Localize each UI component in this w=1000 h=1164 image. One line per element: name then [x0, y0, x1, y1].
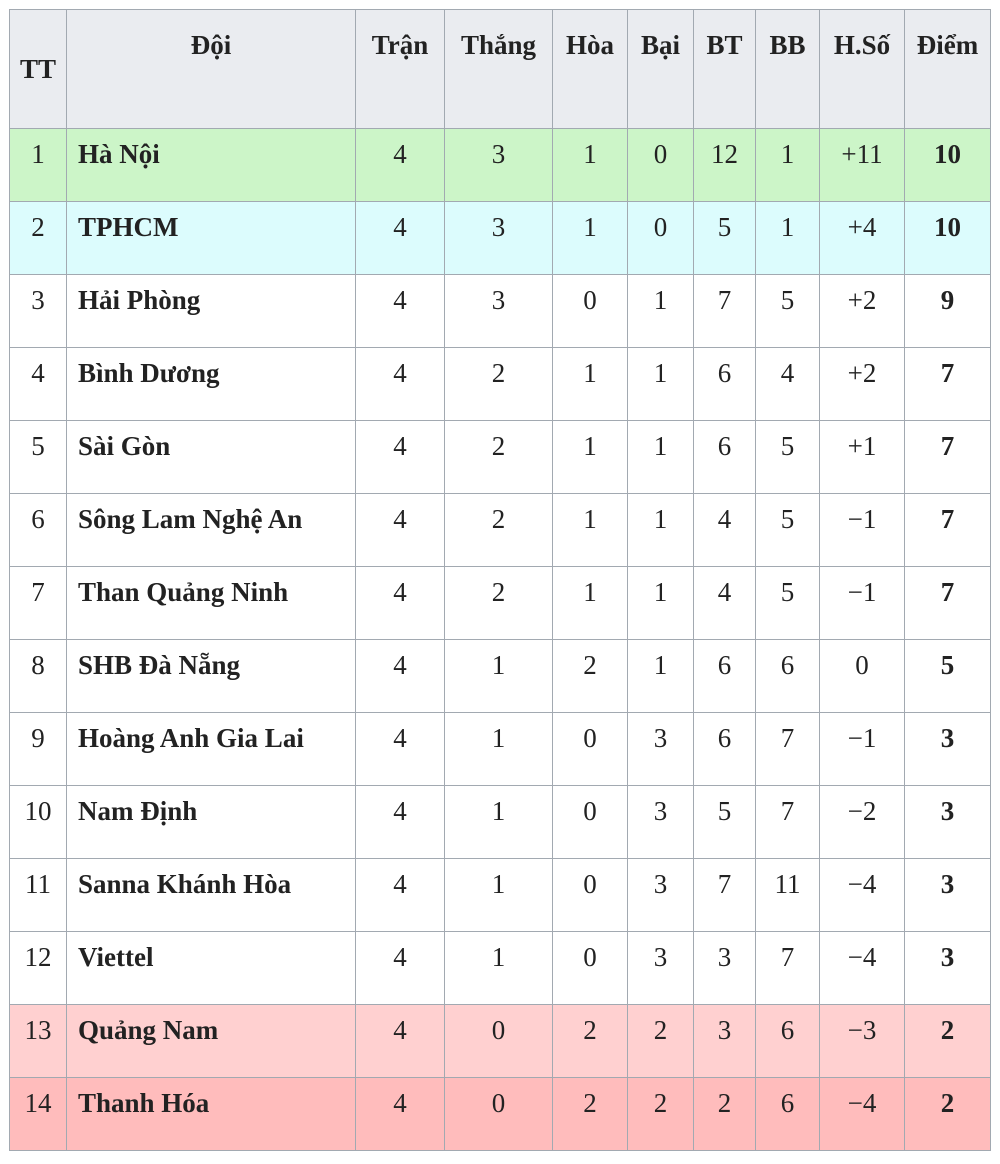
- cell-points: 2: [905, 1005, 991, 1078]
- cell-played: 4: [356, 1005, 445, 1078]
- table-row: [10, 1005, 991, 1078]
- cell-goals-against: 7: [756, 786, 820, 859]
- table-row: [10, 786, 991, 859]
- cell-team: Viettel: [67, 932, 356, 1005]
- header-goals-against: BB: [756, 10, 820, 129]
- cell-drawn: 1: [553, 129, 628, 202]
- cell-played: 4: [356, 129, 445, 202]
- cell-rank: 4: [10, 348, 67, 421]
- cell-played: 4: [356, 275, 445, 348]
- cell-team: Than Quảng Ninh: [67, 567, 356, 640]
- cell-goals-against: 1: [756, 129, 820, 202]
- cell-points: 7: [905, 567, 991, 640]
- cell-goals-for: 7: [694, 859, 756, 932]
- cell-rank: 1: [10, 129, 67, 202]
- cell-goal-difference: +2: [820, 348, 905, 421]
- cell-lost: 3: [628, 859, 694, 932]
- cell-points: 5: [905, 640, 991, 713]
- cell-won: 3: [445, 129, 553, 202]
- table-row: [10, 1078, 991, 1151]
- cell-played: 4: [356, 1078, 445, 1151]
- cell-goals-for: 6: [694, 348, 756, 421]
- cell-goal-difference: +11: [820, 129, 905, 202]
- cell-points: 7: [905, 421, 991, 494]
- cell-drawn: 0: [553, 275, 628, 348]
- cell-points: 10: [905, 202, 991, 275]
- cell-rank: 8: [10, 640, 67, 713]
- cell-rank: 10: [10, 786, 67, 859]
- cell-rank: 11: [10, 859, 67, 932]
- cell-team: Hoàng Anh Gia Lai: [67, 713, 356, 786]
- cell-drawn: 1: [553, 348, 628, 421]
- cell-won: 2: [445, 421, 553, 494]
- cell-goal-difference: −4: [820, 859, 905, 932]
- cell-goals-against: 6: [756, 1005, 820, 1078]
- cell-rank: 6: [10, 494, 67, 567]
- cell-goals-for: 6: [694, 713, 756, 786]
- table-row: [10, 713, 991, 786]
- cell-team: Sài Gòn: [67, 421, 356, 494]
- cell-goals-against: 5: [756, 567, 820, 640]
- cell-won: 1: [445, 932, 553, 1005]
- cell-goal-difference: 0: [820, 640, 905, 713]
- cell-team: Thanh Hóa: [67, 1078, 356, 1151]
- table-row: [10, 348, 991, 421]
- cell-team: SHB Đà Nẵng: [67, 640, 356, 713]
- cell-team: Sanna Khánh Hòa: [67, 859, 356, 932]
- cell-drawn: 1: [553, 567, 628, 640]
- cell-drawn: 1: [553, 494, 628, 567]
- header-played: Trận: [356, 10, 445, 129]
- cell-points: 3: [905, 859, 991, 932]
- cell-goals-for: 4: [694, 494, 756, 567]
- cell-played: 4: [356, 859, 445, 932]
- cell-won: 3: [445, 202, 553, 275]
- cell-rank: 12: [10, 932, 67, 1005]
- cell-goal-difference: −2: [820, 786, 905, 859]
- cell-goals-for: 3: [694, 1005, 756, 1078]
- cell-points: 3: [905, 713, 991, 786]
- cell-points: 7: [905, 494, 991, 567]
- cell-rank: 3: [10, 275, 67, 348]
- cell-rank: 9: [10, 713, 67, 786]
- cell-lost: 1: [628, 348, 694, 421]
- cell-goals-against: 5: [756, 421, 820, 494]
- cell-team: Hà Nội: [67, 129, 356, 202]
- cell-won: 2: [445, 567, 553, 640]
- cell-goal-difference: +1: [820, 421, 905, 494]
- cell-goals-against: 6: [756, 640, 820, 713]
- cell-goals-against: 5: [756, 494, 820, 567]
- table-row: [10, 932, 991, 1005]
- cell-points: 9: [905, 275, 991, 348]
- cell-rank: 2: [10, 202, 67, 275]
- cell-lost: 2: [628, 1078, 694, 1151]
- cell-goals-for: 6: [694, 421, 756, 494]
- standings-table: [9, 9, 991, 1151]
- cell-points: 3: [905, 786, 991, 859]
- cell-lost: 0: [628, 129, 694, 202]
- cell-points: 3: [905, 932, 991, 1005]
- table-row: [10, 640, 991, 713]
- header-lost: Bại: [628, 10, 694, 129]
- cell-goal-difference: −1: [820, 713, 905, 786]
- cell-goal-difference: +2: [820, 275, 905, 348]
- cell-goals-for: 3: [694, 932, 756, 1005]
- cell-drawn: 1: [553, 421, 628, 494]
- cell-won: 3: [445, 275, 553, 348]
- cell-lost: 3: [628, 786, 694, 859]
- header-row: [10, 10, 991, 129]
- cell-won: 0: [445, 1078, 553, 1151]
- cell-lost: 3: [628, 713, 694, 786]
- cell-lost: 1: [628, 567, 694, 640]
- header-points: Điểm: [905, 10, 991, 129]
- cell-goals-for: 5: [694, 202, 756, 275]
- cell-lost: 0: [628, 202, 694, 275]
- cell-goals-against: 11: [756, 859, 820, 932]
- cell-goal-difference: −4: [820, 932, 905, 1005]
- cell-rank: 13: [10, 1005, 67, 1078]
- cell-points: 2: [905, 1078, 991, 1151]
- cell-rank: 5: [10, 421, 67, 494]
- cell-lost: 1: [628, 275, 694, 348]
- cell-team: Quảng Nam: [67, 1005, 356, 1078]
- table-row: [10, 567, 991, 640]
- cell-goals-for: 4: [694, 567, 756, 640]
- cell-goals-for: 6: [694, 640, 756, 713]
- cell-goals-for: 2: [694, 1078, 756, 1151]
- cell-played: 4: [356, 932, 445, 1005]
- cell-played: 4: [356, 786, 445, 859]
- table-row: [10, 129, 991, 202]
- cell-goals-against: 1: [756, 202, 820, 275]
- cell-lost: 1: [628, 421, 694, 494]
- table-row: [10, 421, 991, 494]
- table-row: [10, 275, 991, 348]
- cell-lost: 1: [628, 494, 694, 567]
- cell-drawn: 0: [553, 713, 628, 786]
- cell-won: 2: [445, 348, 553, 421]
- cell-goals-against: 7: [756, 932, 820, 1005]
- cell-won: 1: [445, 786, 553, 859]
- cell-team: Hải Phòng: [67, 275, 356, 348]
- cell-played: 4: [356, 202, 445, 275]
- table-row: [10, 494, 991, 567]
- cell-points: 10: [905, 129, 991, 202]
- cell-team: Nam Định: [67, 786, 356, 859]
- cell-lost: 3: [628, 932, 694, 1005]
- header-won: Thắng: [445, 10, 553, 129]
- cell-team: TPHCM: [67, 202, 356, 275]
- table-row: [10, 202, 991, 275]
- cell-won: 1: [445, 859, 553, 932]
- cell-team: Bình Dương: [67, 348, 356, 421]
- cell-played: 4: [356, 640, 445, 713]
- cell-played: 4: [356, 421, 445, 494]
- cell-drawn: 1: [553, 202, 628, 275]
- header-goals-for: BT: [694, 10, 756, 129]
- cell-drawn: 0: [553, 932, 628, 1005]
- cell-rank: 14: [10, 1078, 67, 1151]
- cell-lost: 2: [628, 1005, 694, 1078]
- cell-team: Sông Lam Nghệ An: [67, 494, 356, 567]
- table-row: [10, 859, 991, 932]
- cell-drawn: 0: [553, 786, 628, 859]
- cell-rank: 7: [10, 567, 67, 640]
- cell-played: 4: [356, 494, 445, 567]
- header-drawn: Hòa: [553, 10, 628, 129]
- cell-goals-against: 5: [756, 275, 820, 348]
- header-goal-difference: H.Số: [820, 10, 905, 129]
- cell-goals-against: 4: [756, 348, 820, 421]
- cell-goal-difference: −3: [820, 1005, 905, 1078]
- cell-played: 4: [356, 713, 445, 786]
- cell-goals-against: 6: [756, 1078, 820, 1151]
- cell-drawn: 0: [553, 859, 628, 932]
- cell-won: 1: [445, 640, 553, 713]
- cell-played: 4: [356, 348, 445, 421]
- cell-won: 1: [445, 713, 553, 786]
- cell-goal-difference: +4: [820, 202, 905, 275]
- cell-lost: 1: [628, 640, 694, 713]
- cell-played: 4: [356, 567, 445, 640]
- header-team: Đội: [67, 10, 356, 129]
- cell-drawn: 2: [553, 640, 628, 713]
- cell-goal-difference: −1: [820, 567, 905, 640]
- cell-goal-difference: −1: [820, 494, 905, 567]
- cell-points: 7: [905, 348, 991, 421]
- cell-won: 0: [445, 1005, 553, 1078]
- header-rank: TT: [10, 10, 67, 129]
- cell-goals-for: 7: [694, 275, 756, 348]
- cell-drawn: 2: [553, 1078, 628, 1151]
- cell-goals-for: 12: [694, 129, 756, 202]
- cell-goal-difference: −4: [820, 1078, 905, 1151]
- cell-won: 2: [445, 494, 553, 567]
- cell-goals-for: 5: [694, 786, 756, 859]
- cell-goals-against: 7: [756, 713, 820, 786]
- cell-drawn: 2: [553, 1005, 628, 1078]
